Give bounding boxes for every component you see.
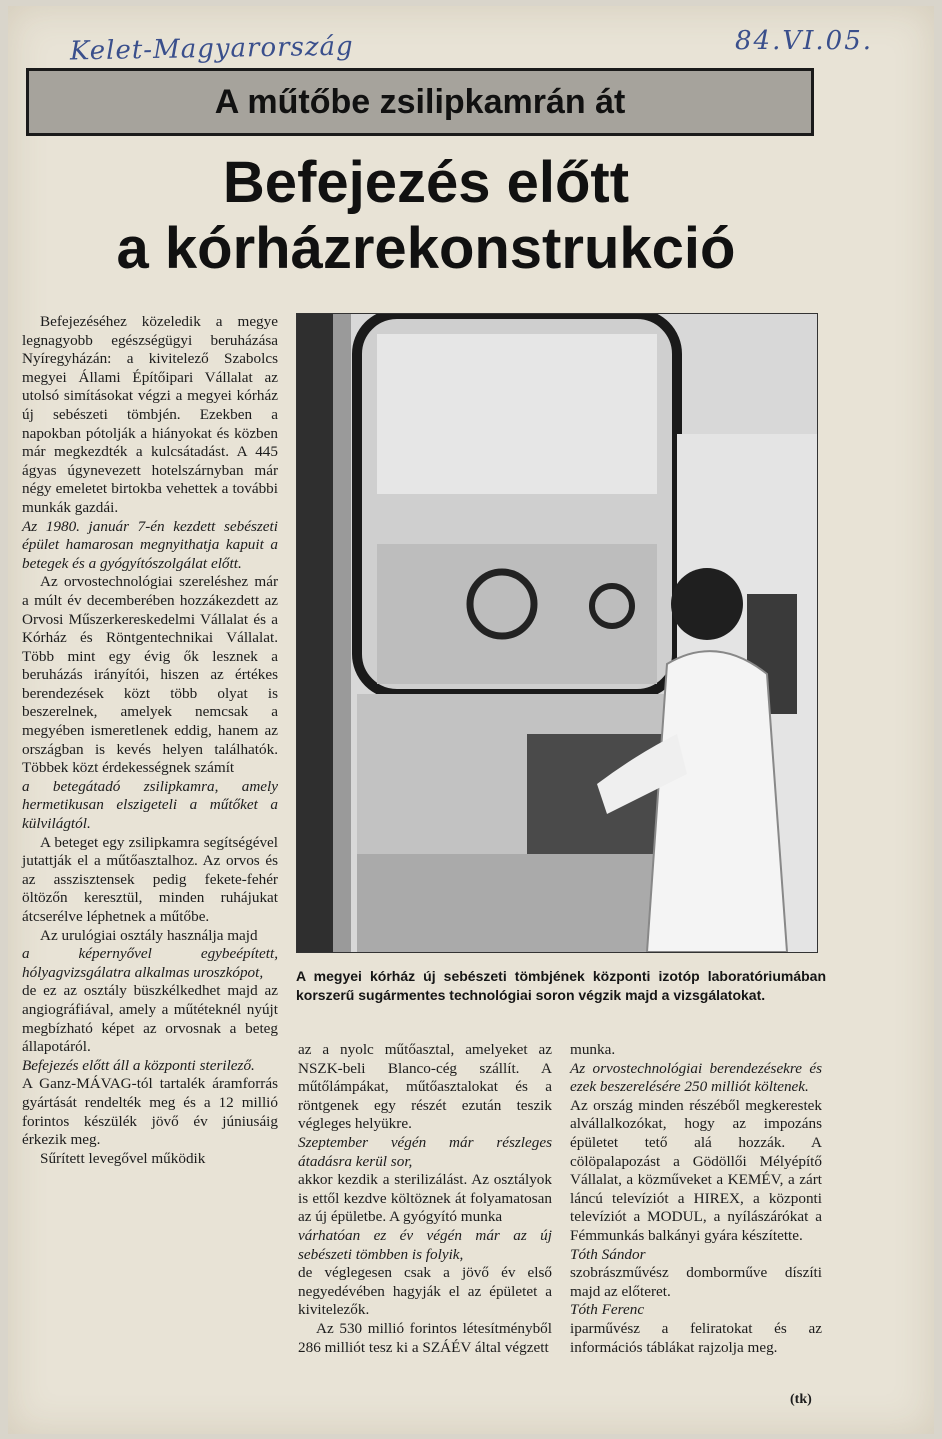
article-emphasis: Az 1980. január 7-én kezdett sebészeti épület hamarosan megnyithatja kapuit a betegek és a gyógyítószolgálat előtt. <box>22 517 278 572</box>
article-column-3 <box>570 1041 822 1357</box>
article-paragraph: de véglegesen csak a jövő év első negyedévében hagyják el az épületet a kivitelezők. <box>298 1264 552 1319</box>
article-paragraph: az a nyolc műtőasztal, amelyeket az NSZK-beli Blanco-cég szállít. A műtőlámpákat, műtőasztalokat és a röntgenek egy részét ezután teszik végleges helyükre. <box>298 1041 552 1133</box>
headline-line-1: Befejezés előtt <box>222 150 630 215</box>
article-paragraph: iparművész a feliratokat és az információs táblákat rajzolja meg. <box>570 1319 822 1356</box>
article-paragraph: Sűrített levegővel működik <box>40 1149 206 1167</box>
kicker-text: A műtőbe zsilipkamrán át <box>214 82 626 121</box>
headline-line-2: a kórházrekonstrukció <box>116 216 736 281</box>
lab-photo-illustration <box>297 314 817 952</box>
article-emphasis: Tóth Sándor <box>570 1245 646 1263</box>
article-paragraph: Az orvostechnológiai szereléshez már a múlt év decemberében hozzákezdett az Orvosi Műszerkereskedelmi Vállalat és a Kórház és Röntgentechnikai Vállalat. Több mint egy évig ők lesznek a beruházás irányítói, hiszen az értékes berendezések közt több olyat is beszerelnek, amelyek nemcsak a megyében ismeretlenek eddig, hanem az országban is kevés helyen találhatók. Többek közt érdekességnek számít <box>22 573 278 777</box>
article-paragraph: akkor kezdik a sterilizálást. Az osztályok is ettől kezdve költöznek át folyamatosan az új épületbe. A gyógyító munka <box>298 1171 552 1226</box>
article-column-2 <box>298 1041 552 1357</box>
handwritten-date-note: 84.VI.05. <box>735 26 874 56</box>
article-paragraph: Befejezéséhez közeledik a megye legnagyobb egészségügyi beruházása Nyíregyházán: a kivitelező Szabolcs megyei Állami Építőipari Vállalat az utolsó simításokat végzi a megyei kórház új sebészeti tömbjén. Ezekben a napokban pótolják a hiányokat és közben már megkezdték a kulcsátadást. A 445 ágyas úgynevezett hotelszárnyban már négy emeletet birtokba vehettek a további munkák gazdái. <box>22 313 278 516</box>
headline <box>26 150 826 282</box>
article-paragraph: de ez az osztály büszkélkedhet majd az angiográfiával, amely a műtéteknél nyújt megbízható képet az orvosnak a beteg állapotáról. <box>22 982 278 1056</box>
article-emphasis: várhatóan ez év végén már az új sebészeti tömbben is folyik, <box>298 1226 552 1263</box>
article-emphasis: Az orvostechnológiai berendezésekre és ezek beszerelésére 250 milliót költenek. <box>570 1059 822 1096</box>
article-paragraph: A beteget egy zsilipkamra segítségével jutattják el a műtőasztalhoz. Az orvos és az asszisztensek pedig fekete-fehér öltözőn keresztül, minden ruhájukat átcserélve léphetnek a műtőbe. <box>22 833 278 925</box>
article-paragraph: A Ganz-MÁVAG-tól tartalék áramforrás gyártását rendelték meg és a 12 millió forintos készülék jövő év júniusáig érkezik meg. <box>22 1075 278 1149</box>
article-paragraph: Az urulógiai osztály használja majd <box>40 926 258 944</box>
article-emphasis: Tóth Ferenc <box>570 1301 645 1319</box>
kicker-box <box>26 68 814 136</box>
article-paragraph: szobrászművész domborműve díszíti majd az előteret. <box>570 1264 822 1300</box>
article-paragraph: munka. <box>570 1041 616 1058</box>
article-emphasis: a képernyővel egybeépített, hólyagvizsgálatra alkalmas uroszkópot, <box>22 945 278 981</box>
article-column-1 <box>22 313 278 1168</box>
author-signature: (tk) <box>790 1392 812 1407</box>
article-paragraph: Az 530 millió forintos létesítményből 286 milliót tesz ki a SZÁÉV által végzett <box>298 1319 552 1356</box>
article-paragraph: Az ország minden részéből megkerestek alvállalkozókat, hogy az impozáns épületet tető alá hozzák. A cölöpalapozást a Gödöllői Mélyépítő Vállalat, a közműveket a KEMÉV, a zárt láncú televíziót a HIREX, a központi televíziót a MODUL, a nyílászárókat a Fémmunkás balkányi gyára készítette. <box>570 1096 822 1244</box>
article-emphasis: Befejezés előtt áll a központi sterilező. <box>22 1056 255 1074</box>
article-emphasis: a betegátadó zsilipkamra, amely hermetikusan elszigeteli a műtőket a külvilágtól. <box>22 777 278 833</box>
photo-caption: A megyei kórház új sebészeti tömbjének központi izotóp laboratóriumában korszerű sugármentes technológiai soron végzik majd a vizsgálatokat. <box>296 968 826 1003</box>
handwritten-source-note: Kelet-Magyarország <box>69 31 354 67</box>
lab-photo <box>296 313 818 953</box>
article-emphasis: Szeptember végén már részleges átadásra kerül sor, <box>298 1133 552 1170</box>
